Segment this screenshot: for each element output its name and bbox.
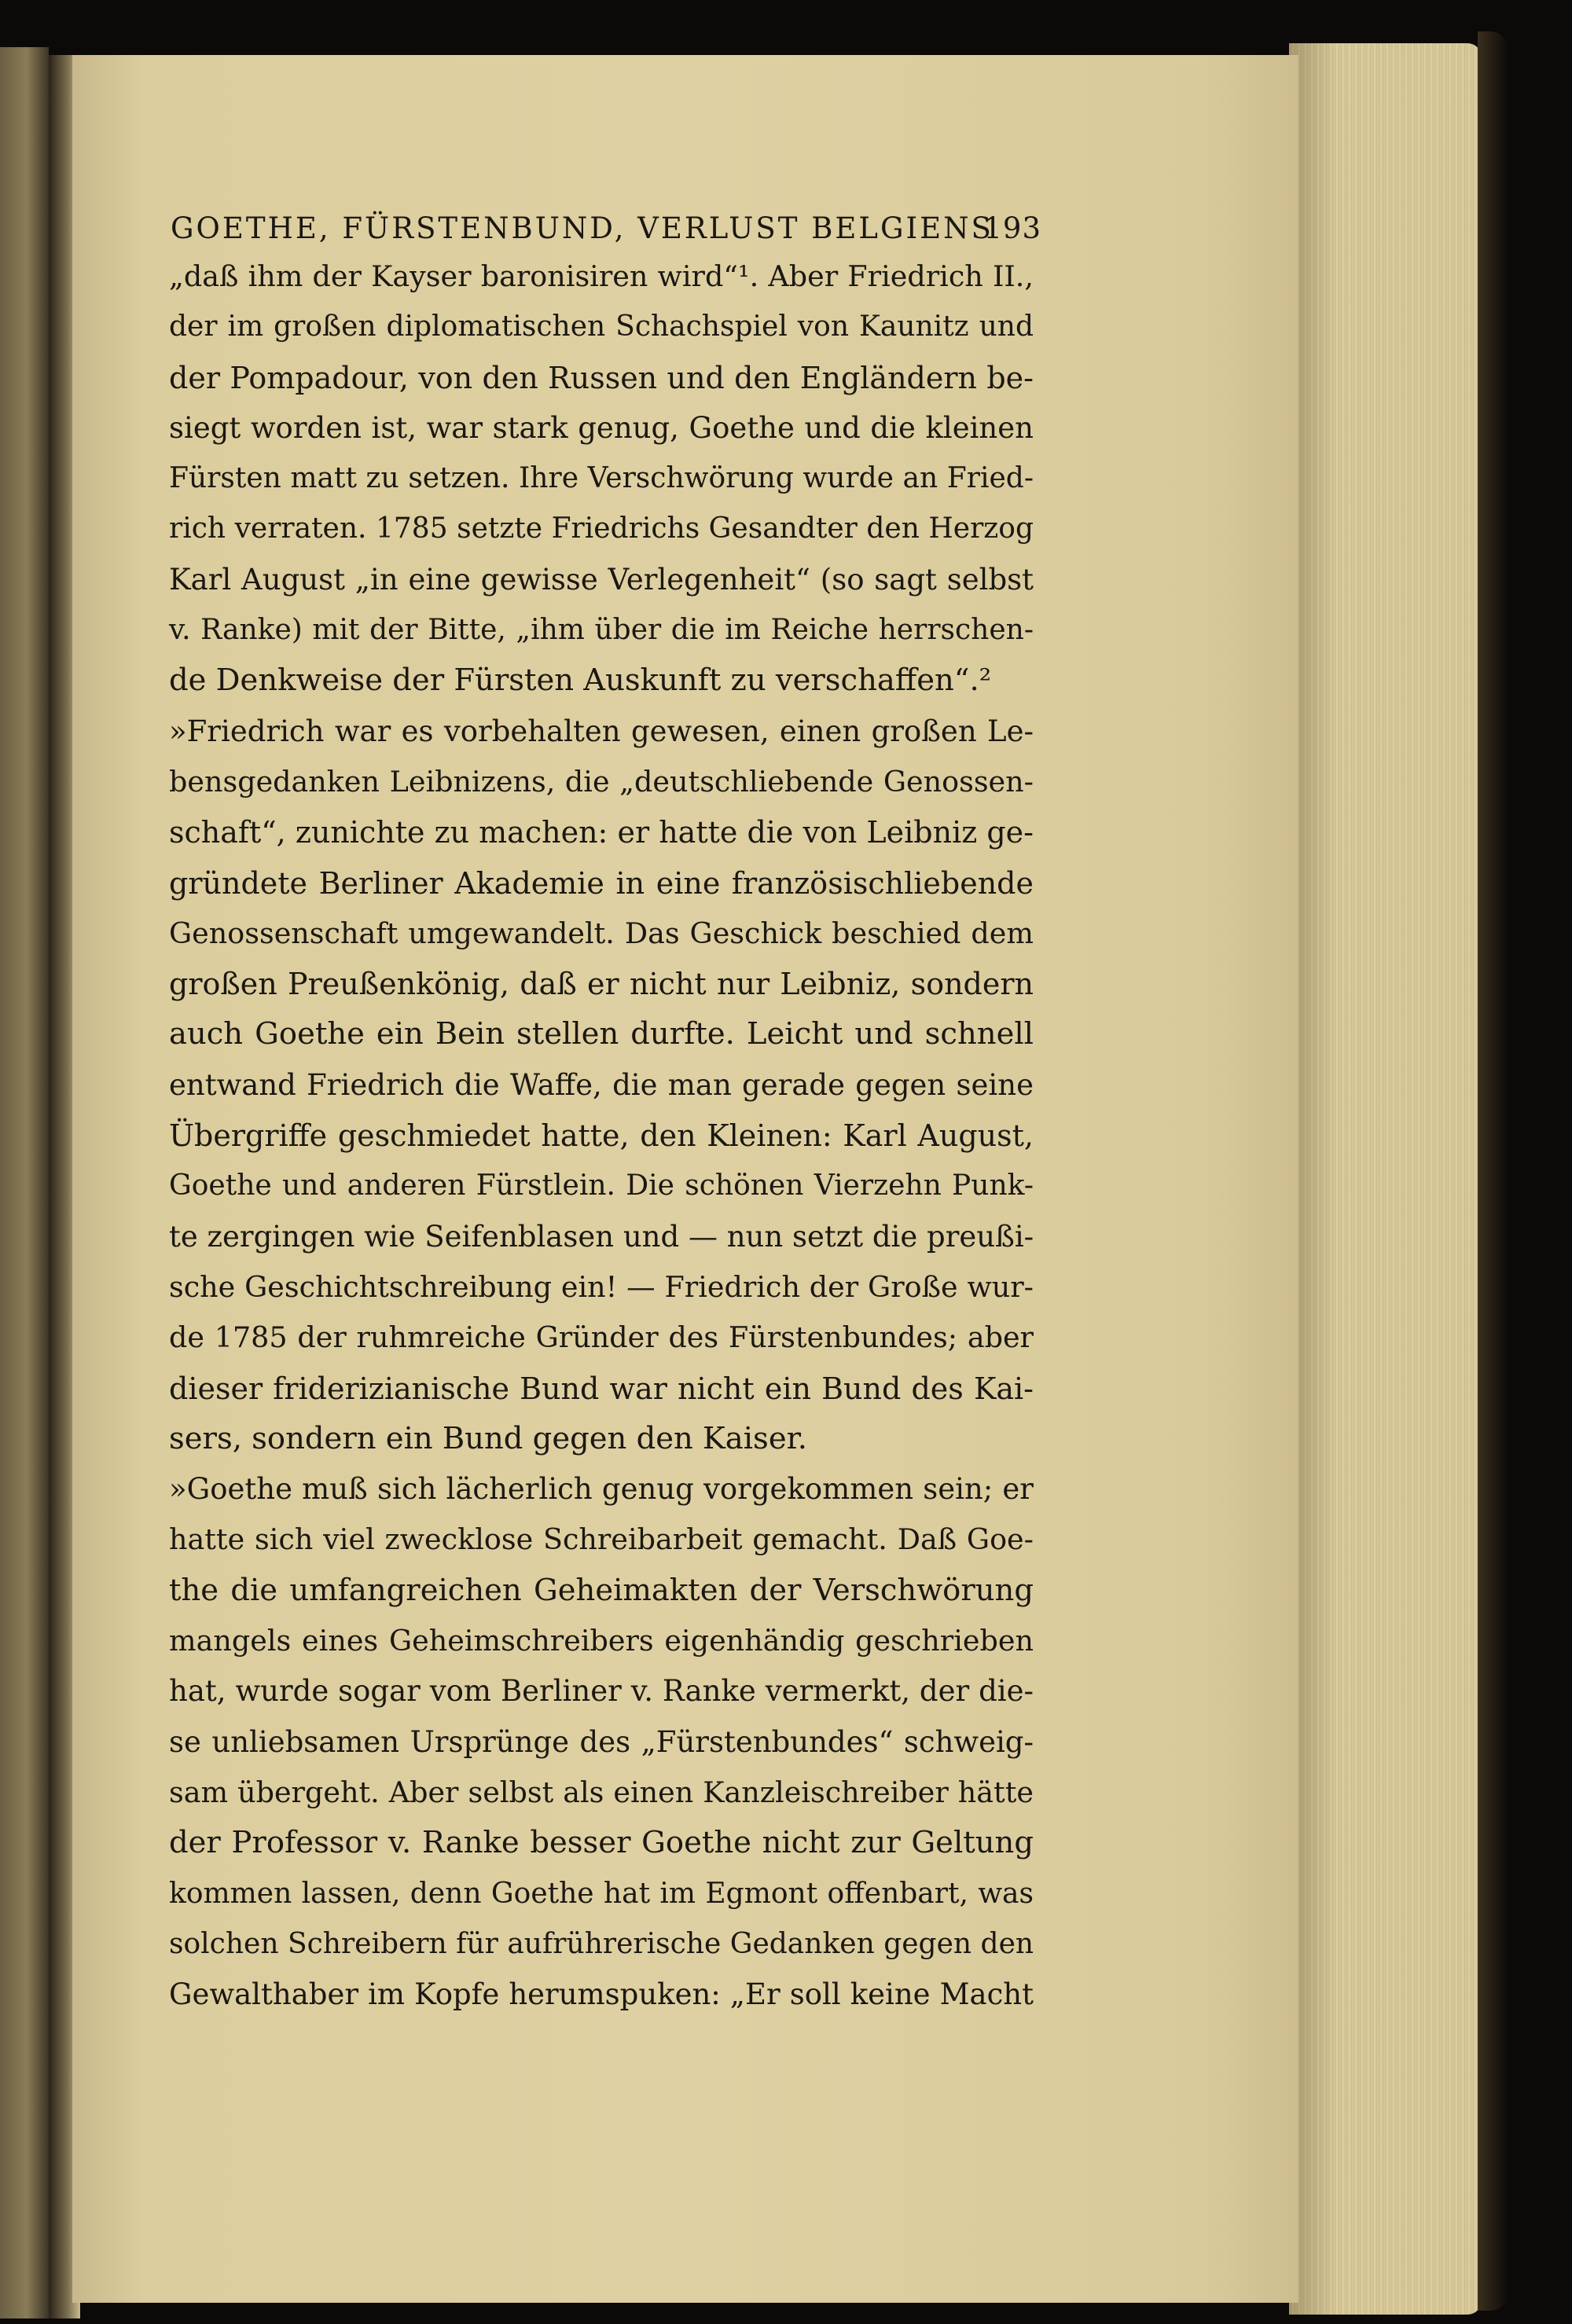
text-line: te zergingen wie Seifenblasen und — nun setzt die preußi- — [169, 1219, 1034, 1254]
text-line: entwand Friedrich die Waffe, die man gerade gegen seine — [169, 1067, 1034, 1102]
text-line: Übergriffe geschmiedet hatte, den Kleinen: Karl August, — [169, 1118, 1034, 1154]
text-line: Gewalthaber im Kopfe herumspuken: „Er soll keine Macht — [169, 1977, 1034, 2012]
text-line: auch Goethe ein Bein stellen durfte. Leicht und schnell — [169, 1016, 1034, 1052]
text-line: solchen Schreibern für aufrührerische Gedanken gegen den — [169, 1927, 1034, 1960]
text-line: se unliebsamen Ursprünge des „Fürstenbundes“ schweig- — [169, 1724, 1034, 1759]
text-line: de 1785 der ruhmreiche Gründer des Fürstenbundes; aber — [169, 1320, 1034, 1355]
text-line: de Denkweise der Fürsten Auskunft zu verschaffen“.² — [169, 663, 992, 699]
text-line: schaft“, zunichte zu machen: er hatte die von Leibniz ge- — [169, 815, 1034, 850]
running-header — [169, 206, 1041, 251]
running-header-title: GOETHE, FÜRSTENBUND, VERLUST BELGIENS — [171, 211, 994, 245]
text-line: »Friedrich war es vorbehalten gewesen, einen großen Le- — [169, 714, 1034, 748]
text-line: kommen lassen, denn Goethe hat im Egmont offenbart, was — [169, 1877, 1034, 1910]
text-line: sers, sondern ein Bund gegen den Kaiser. — [169, 1420, 808, 1456]
text-line: rich verraten. 1785 setzte Friedrichs Gesandter den Herzog — [169, 512, 1034, 545]
text-line: gründete Berliner Akademie in eine französischliebende — [169, 865, 1034, 901]
body-text — [169, 251, 1034, 2020]
page-text-block — [169, 206, 1041, 2020]
facing-page-edge — [0, 47, 49, 2318]
text-line: Goethe und anderen Fürstlein. Die schönen Vierzehn Punk- — [169, 1169, 1034, 1202]
text-line: hat, wurde sogar vom Berliner v. Ranke vermerkt, der die- — [169, 1674, 1034, 1709]
text-line: der Pompadour, von den Russen und den Engländern be- — [169, 360, 1034, 395]
page-number: 193 — [983, 211, 1041, 245]
text-line: mangels eines Geheimschreibers eigenhändig geschrieben — [169, 1624, 1034, 1658]
text-line: Genossenschaft umgewandelt. Das Geschick beschied dem — [169, 916, 1034, 950]
text-line: the die umfangreichen Geheimakten der Verschwörung — [169, 1572, 1034, 1608]
text-line: Karl August „in eine gewisse Verlegenheit“ (so sagt selbst — [169, 562, 1034, 597]
text-line: sam übergeht. Aber selbst als einen Kanzleischreiber hätte — [169, 1775, 1034, 1809]
text-line: Fürsten matt zu setzen. Ihre Verschwörung wurde an Fried- — [169, 462, 1034, 495]
text-line: hatte sich viel zwecklose Schreibarbeit gemacht. Daß Goe- — [169, 1522, 1034, 1557]
text-line: der im großen diplomatischen Schachspiel von Kaunitz und — [169, 310, 1034, 343]
text-line: großen Preußenkönig, daß er nicht nur Leibniz, sondern — [169, 967, 1034, 1002]
text-line: sche Geschichtschreibung ein! — Friedrich der Große wur- — [169, 1269, 1034, 1304]
text-line: v. Ranke) mit der Bitte, „ihm über die im Reiche herrschen- — [169, 614, 1034, 647]
text-line: der Professor v. Ranke besser Goethe nicht zur Geltung — [169, 1825, 1034, 1861]
text-line: „daß ihm der Kayser baronisiren wird“¹. Aber Friedrich II., — [169, 259, 1034, 293]
text-line: »Goethe muß sich lächerlich genug vorgekommen sein; er — [169, 1472, 1034, 1507]
text-line: dieser friderizianische Bund war nicht ein Bund des Kai- — [169, 1371, 1034, 1406]
text-line: bensgedanken Leibnizens, die „deutschliebende Genossen- — [169, 764, 1034, 799]
book-cover-edge — [1478, 31, 1509, 2311]
text-line: siegt worden ist, war stark genug, Goethe und die kleinen — [169, 410, 1034, 445]
